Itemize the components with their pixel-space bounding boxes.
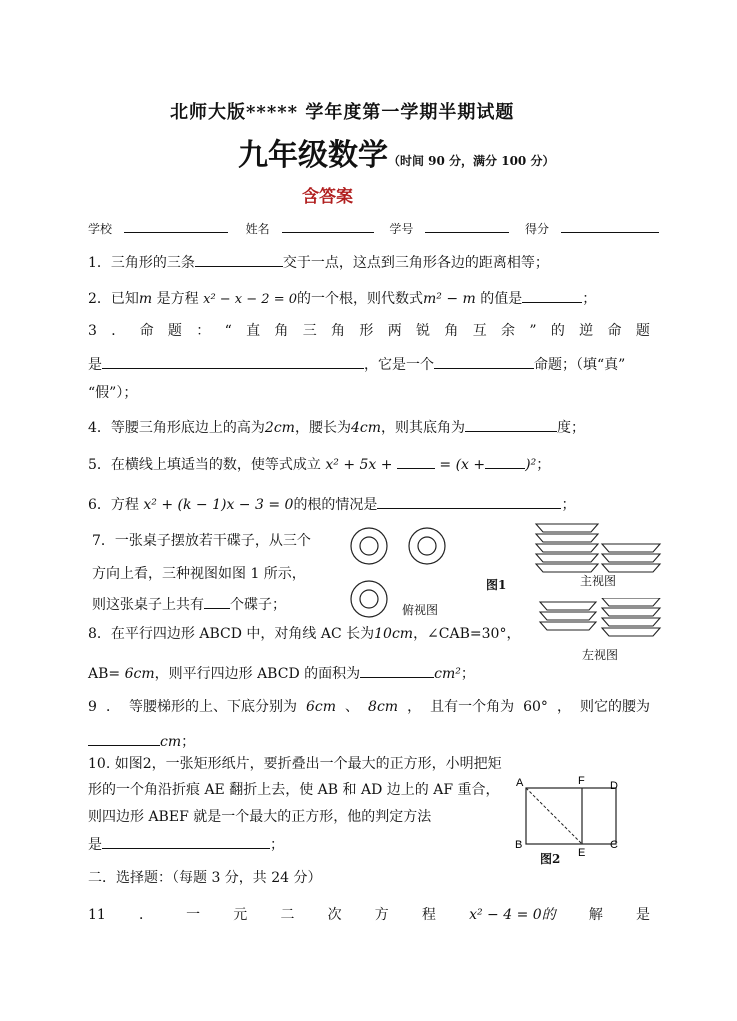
q1-text-b: 交于一点，这点到三角形各边的距离相等； — [282, 255, 549, 271]
q9-part: 60° — [523, 699, 548, 715]
q7-blank[interactable] — [204, 594, 230, 609]
q7-text-a: 则这张桌子上共有 — [92, 597, 204, 613]
point-f: F — [578, 775, 585, 787]
plate-trapezoid — [536, 534, 598, 542]
q3-blank-2[interactable] — [434, 354, 534, 369]
question-3-line1 — [88, 322, 650, 340]
subject-note: （时间 90 分，满分 100 分） — [388, 154, 555, 168]
q2-text-c: 的一个根，则代数式 — [297, 291, 423, 307]
rectangle-abcd — [526, 788, 616, 844]
question-3-line2 — [88, 354, 625, 374]
q3-blank-1[interactable] — [102, 354, 364, 369]
front-view-figure — [534, 520, 664, 578]
q8-ab-length: 6cm — [124, 666, 155, 682]
q4-text-a: 4．等腰三角形底边上的高为 — [88, 420, 265, 436]
school-label: 学校 — [88, 222, 113, 236]
plate-circle-inner — [360, 590, 378, 608]
q11-part: 方 — [374, 907, 389, 923]
number-label: 学号 — [389, 222, 414, 236]
question-4 — [88, 417, 585, 437]
score-blank[interactable] — [561, 218, 659, 233]
q10-line3: 则四边形 ABEF 就是一个最大的正方形，他的判定方法 — [88, 809, 432, 825]
q9-part: ． — [105, 699, 120, 715]
q3-char: 余 — [501, 323, 516, 339]
plate-trapezoid — [602, 628, 660, 636]
q4-text-d: 度； — [556, 420, 585, 436]
plate-circle-inner — [418, 537, 436, 555]
q5-text-b: ； — [536, 457, 551, 473]
q10-text-b: ； — [270, 837, 284, 853]
plate-trapezoid — [602, 608, 660, 616]
plate-trapezoid — [536, 544, 598, 552]
q5-blank-2[interactable] — [485, 454, 525, 469]
q7-line3 — [92, 594, 286, 614]
q11-part: 程 — [421, 907, 436, 923]
q3-char: “ — [224, 323, 232, 339]
q3-char: 题 — [167, 323, 182, 339]
q3-char: 命 — [607, 323, 622, 339]
question-8-line2 — [88, 663, 475, 683]
q11-part: 次 — [327, 907, 342, 923]
q11-part: 元 — [233, 907, 248, 923]
q3-char: ” — [529, 323, 537, 339]
question-3-line3: “假”）； — [88, 385, 138, 401]
q5-eq-part1: x² + 5x + — [325, 457, 393, 473]
q6-text-a: 6．方程 — [88, 497, 139, 513]
exam-title: 北师大版***** 学年度第一学期半期试题 — [170, 102, 515, 123]
q8-text-b: ，∠CAB=30°， — [413, 626, 521, 642]
q9-part: 6cm — [305, 699, 336, 715]
name-label: 姓名 — [245, 222, 270, 236]
question-9-line2 — [88, 731, 195, 751]
plate-circle-outer — [409, 528, 445, 564]
q3-char: 的 — [550, 323, 565, 339]
q11-part: ． — [138, 907, 153, 923]
left-view-figure — [538, 598, 664, 644]
q10-text-a: 是 — [88, 837, 102, 853]
info-line — [88, 218, 659, 238]
q10-line2: 形的一个角沿折痕 AE 翻折上去，使 AB 和 AD 边上的 AF 重合， — [88, 782, 500, 798]
q3-text-c: ，它是一个 — [364, 357, 434, 373]
q9-part: 且有一个角为 — [430, 699, 515, 715]
q4-text-b: ，腰长为 — [294, 420, 351, 436]
q2-expression: m² − m — [423, 291, 476, 307]
q3-char: 直 — [246, 323, 261, 339]
q9-unit: cm — [160, 734, 182, 750]
top-view-label: 俯视图 — [402, 603, 439, 617]
q10-line4 — [88, 834, 284, 854]
q10-blank[interactable] — [102, 834, 270, 849]
q11-part: 解 — [588, 907, 603, 923]
point-c: C — [610, 839, 618, 851]
q9-part: 9 — [88, 699, 97, 715]
q2-text-d: 的值是 — [480, 291, 523, 307]
q2-var: m — [138, 291, 153, 307]
q7-line1: 7．一张桌子摆放若干碟子，从三个 — [92, 533, 311, 549]
subject-name: 九年级数学 — [238, 138, 388, 173]
plate-trapezoid — [602, 618, 660, 626]
q9-part: 等腰梯形的上、下底分别为 — [128, 699, 297, 715]
plate-trapezoid — [536, 564, 598, 572]
q6-text-c: ； — [561, 497, 576, 513]
plate-trapezoid — [602, 544, 660, 552]
q8-unit: cm² — [434, 666, 461, 682]
q3-char: 命 — [139, 323, 154, 339]
fig2-rectangle-diagram — [510, 772, 630, 862]
plate-circle-inner — [360, 537, 378, 555]
q7-line2: 方向上看，三种视图如图 1 所示， — [92, 566, 306, 582]
subject-title — [238, 130, 554, 174]
q3-char: 形 — [359, 323, 374, 339]
q11-part: 11 — [88, 907, 106, 923]
plate-trapezoid — [540, 602, 596, 610]
q3-char: 两 — [387, 323, 402, 339]
q6-text-b: 的根的情况是 — [293, 497, 378, 513]
q4-height: 2cm — [264, 420, 295, 436]
section-2-heading: 二．选择题：（每题 3 分，共 24 分） — [88, 870, 322, 886]
q3-char: 题 — [635, 323, 650, 339]
fig2-label: 图2 — [540, 852, 561, 866]
q3-text-b: 是 — [88, 357, 102, 373]
school-blank[interactable] — [124, 218, 228, 233]
number-blank[interactable] — [425, 218, 509, 233]
q11-part: 二 — [280, 907, 295, 923]
q8-ac-length: 10cm — [374, 626, 414, 642]
q9-part: 则它的腰为 — [579, 699, 650, 715]
plate-circle-outer — [351, 581, 387, 617]
q9-part: 、 — [345, 699, 360, 715]
q3-char: 角 — [331, 323, 346, 339]
point-b: B — [515, 839, 523, 851]
point-a: A — [516, 777, 524, 789]
question-5 — [88, 454, 550, 474]
front-view-label: 主视图 — [580, 574, 617, 588]
q8-text-a: 8．在平行四边形 ABCD 中，对角线 AC 长为 — [88, 626, 375, 642]
q9-blank[interactable] — [88, 731, 160, 746]
q2-text-a: 2．已知 — [88, 291, 139, 307]
plate-trapezoid — [536, 524, 598, 532]
question-8-line1 — [88, 625, 520, 643]
q4-text-c: ，则其底角为 — [380, 420, 465, 436]
q3-char: 3 — [88, 323, 97, 339]
q9-part: 8cm — [368, 699, 399, 715]
q3-char: 互 — [472, 323, 487, 339]
q4-leg: 4cm — [350, 420, 381, 436]
q9-part: ， — [407, 699, 422, 715]
q8-text-c: AB= — [88, 666, 121, 682]
point-e: E — [578, 847, 586, 859]
q10-line1: 10. 如图2，一张矩形纸片，要折叠出一个最大的正方形，小明把矩 — [88, 756, 502, 772]
q9-part: ， — [556, 699, 571, 715]
q6-equation: x² + (k − 1)x − 3 = 0 — [143, 497, 294, 513]
q2-text-b: 是方程 — [156, 291, 199, 307]
plate-trapezoid — [602, 598, 660, 606]
question-1 — [88, 252, 549, 272]
plate-trapezoid — [540, 612, 596, 620]
question-11 — [88, 906, 650, 924]
q3-text-d: 命题；（填“真” — [534, 357, 626, 373]
q3-char: 角 — [444, 323, 459, 339]
q8-text-e: ； — [460, 666, 475, 682]
fold-line-ae — [526, 788, 582, 844]
plate-circle-outer — [351, 528, 387, 564]
q5-text-a: 5．在横线上填适当的数，使等式成立 — [88, 457, 321, 473]
name-blank[interactable] — [282, 218, 374, 233]
q9-text-b: ； — [181, 734, 196, 750]
q5-eq-part2: = (x + — [439, 457, 486, 473]
question-9-line1 — [88, 698, 650, 716]
q3-char: 逆 — [579, 323, 594, 339]
q2-text-e: ； — [582, 291, 597, 307]
q5-eq-part3: )² — [525, 457, 537, 473]
q11-part: x² − 4 = 0的 — [469, 907, 556, 923]
q1-text-a: 1．三角形的三条 — [88, 255, 195, 271]
q7-text-b: 个碟子； — [230, 597, 286, 613]
plate-trapezoid — [536, 554, 598, 562]
q2-equation: x² − x − 2 = 0 — [203, 292, 297, 307]
point-d: D — [610, 780, 618, 792]
fig1-label: 图1 — [486, 578, 507, 592]
q4-blank[interactable] — [465, 417, 557, 432]
left-view-label: 左视图 — [582, 648, 619, 662]
q2-blank[interactable] — [522, 288, 582, 303]
question-6 — [88, 494, 575, 514]
q5-blank-1[interactable] — [397, 454, 435, 469]
answer-tag: 含答案 — [302, 187, 353, 207]
score-label: 得分 — [525, 222, 550, 236]
q11-part: 是 — [635, 907, 650, 923]
plate-trapezoid — [540, 622, 596, 630]
plate-trapezoid — [602, 564, 660, 572]
q3-char: ． — [111, 323, 126, 339]
plate-trapezoid — [602, 554, 660, 562]
q3-char: 三 — [302, 323, 317, 339]
q6-blank[interactable] — [377, 494, 561, 509]
q11-part: 一 — [186, 907, 201, 923]
q3-char: 角 — [274, 323, 289, 339]
q1-blank[interactable] — [195, 252, 283, 267]
question-2 — [88, 288, 596, 309]
q3-char: ： — [196, 323, 211, 339]
q8-text-d: ，则平行四边形 ABCD 的面积为 — [154, 666, 361, 682]
q8-blank[interactable] — [360, 663, 434, 678]
q3-char: 锐 — [416, 323, 431, 339]
